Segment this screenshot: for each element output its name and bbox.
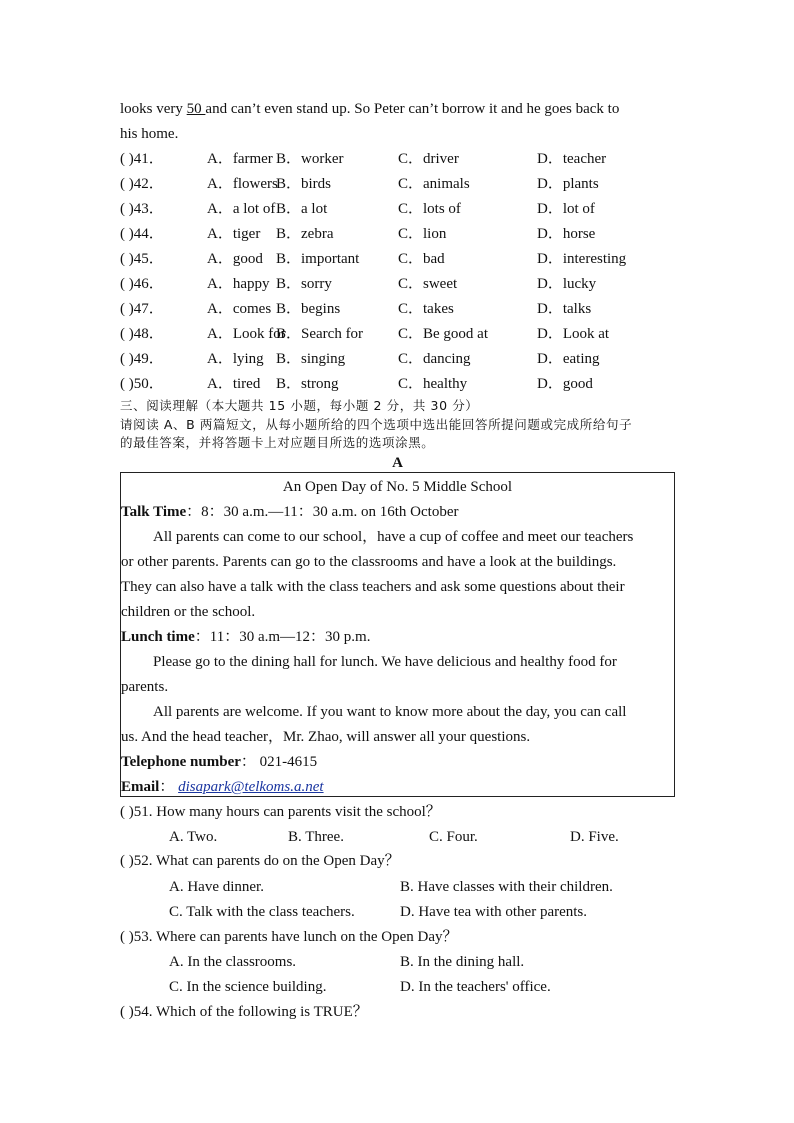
lunch-time-line bbox=[121, 627, 674, 647]
telephone-value: ： 021-4615 bbox=[240, 754, 318, 770]
option-d: D．talks bbox=[537, 301, 592, 317]
talk-time-value: ：8：30 a.m.—11：30 a.m. on 16th October bbox=[186, 504, 459, 520]
option-c: C．bad bbox=[398, 251, 445, 267]
option-d: D．horse bbox=[537, 226, 596, 242]
option-a: A．tiger bbox=[207, 226, 261, 242]
talk-time-label: Talk Time bbox=[121, 504, 187, 520]
q52-option-c: C. Talk with the class teachers. bbox=[169, 904, 355, 920]
option-b: B．begins bbox=[276, 301, 341, 317]
question-51-stem: ( )51. How many hours can parents visit the school？ bbox=[120, 804, 441, 820]
question-number: ( )46． bbox=[120, 276, 164, 292]
q52-option-a: A. Have dinner. bbox=[169, 879, 264, 895]
question-number: ( )49． bbox=[120, 351, 164, 367]
question-number: ( )43． bbox=[120, 201, 164, 217]
q52-option-d: D. Have tea with other parents. bbox=[400, 904, 588, 920]
notice-p1-line-4: children or the school. bbox=[121, 604, 256, 620]
email-label: Email bbox=[121, 779, 160, 795]
passage-line-1 bbox=[120, 99, 619, 119]
lunch-time-value: ：11：30 a.m—12：30 p.m. bbox=[194, 629, 371, 645]
notice-p3-line-2: us. And the head teacher，Mr. Zhao, will answer all your questions. bbox=[121, 729, 531, 745]
option-c: C．dancing bbox=[398, 351, 471, 367]
email-link[interactable]: disapark@telkoms.a.net bbox=[178, 779, 324, 795]
q53-option-d: D. In the teachers' office. bbox=[400, 979, 551, 995]
q53-option-b: B. In the dining hall. bbox=[400, 954, 525, 970]
option-a: A．flowers bbox=[207, 176, 278, 192]
question-number: ( )48． bbox=[120, 326, 164, 342]
section-instruction-2: 的最佳答案，并将答题卡上对应题目所选的选项涂黑。 bbox=[120, 435, 435, 450]
question-number: ( )44． bbox=[120, 226, 164, 242]
option-a: A．comes bbox=[207, 301, 272, 317]
option-a: A．Look for bbox=[207, 326, 286, 342]
option-c: C．lion bbox=[398, 226, 447, 242]
notice-box bbox=[120, 472, 675, 797]
option-b: B．Search for bbox=[276, 326, 364, 342]
section-heading: 三、阅读理解（本大题共 15 小题，每小题 2 分，共 30 分） bbox=[120, 398, 479, 413]
option-a: A．good bbox=[207, 251, 263, 267]
option-c: C．animals bbox=[398, 176, 470, 192]
option-d: D．plants bbox=[537, 176, 599, 192]
question-number: ( )45． bbox=[120, 251, 164, 267]
q51-option-c: C. Four. bbox=[429, 829, 478, 845]
option-b: B．birds bbox=[276, 176, 332, 192]
notice-p1-line-3: They can also have a talk with the class teachers and ask some questions about their bbox=[121, 579, 625, 595]
notice-p2-line-1: Please go to the dining hall for lunch. We have delicious and healthy food for bbox=[153, 654, 617, 670]
q51-option-a: A. Two. bbox=[169, 829, 218, 845]
option-c: C．lots of bbox=[398, 201, 461, 217]
email-separator: ： bbox=[159, 779, 179, 795]
email-line bbox=[121, 777, 674, 797]
q51-option-b: B. Three. bbox=[288, 829, 344, 845]
notice-p1-line-1: All parents can come to our school，have a cup of coffee and meet our teachers bbox=[153, 529, 634, 545]
option-c: C．sweet bbox=[398, 276, 458, 292]
telephone-label: Telephone number bbox=[121, 754, 241, 770]
option-b: B．important bbox=[276, 251, 360, 267]
option-c: C．Be good at bbox=[398, 326, 488, 342]
option-a: A．lying bbox=[207, 351, 264, 367]
option-d: D．good bbox=[537, 376, 593, 392]
q51-option-d: D. Five. bbox=[570, 829, 619, 845]
option-d: D．interesting bbox=[537, 251, 627, 267]
notice-p2-line-2: parents. bbox=[121, 679, 169, 695]
q52-option-b: B. Have classes with their children. bbox=[400, 879, 613, 895]
notice-title: An Open Day of No. 5 Middle School bbox=[282, 479, 513, 495]
question-number: ( )50． bbox=[120, 376, 164, 392]
question-53-stem: ( )53. Where can parents have lunch on the Open Day？ bbox=[120, 929, 458, 945]
question-52-stem: ( )52. What can parents do on the Open Day？ bbox=[120, 853, 400, 869]
option-a: A．happy bbox=[207, 276, 270, 292]
option-b: B．a lot bbox=[276, 201, 328, 217]
notice-p3-line-1: All parents are welcome. If you want to know more about the day, you can call bbox=[153, 704, 627, 720]
option-c: C．driver bbox=[398, 151, 459, 167]
option-a: A．tired bbox=[207, 376, 261, 392]
option-c: C．healthy bbox=[398, 376, 468, 392]
option-b: B．sorry bbox=[276, 276, 332, 292]
option-b: B．zebra bbox=[276, 226, 334, 242]
passage-text: looks very bbox=[120, 101, 187, 117]
option-c: C．takes bbox=[398, 301, 454, 317]
option-d: D．teacher bbox=[537, 151, 607, 167]
question-54-stem: ( )54. Which of the following is TRUE？ bbox=[120, 1004, 368, 1020]
question-number: ( )41． bbox=[120, 151, 164, 167]
telephone-line bbox=[121, 752, 674, 772]
option-a: A．a lot of bbox=[207, 201, 276, 217]
blank-50: 50 bbox=[186, 101, 206, 117]
talk-time-line bbox=[121, 502, 674, 522]
option-a: A．farmer bbox=[207, 151, 273, 167]
passage-line-2: his home. bbox=[120, 126, 179, 142]
question-number: ( )42． bbox=[120, 176, 164, 192]
option-b: B．worker bbox=[276, 151, 344, 167]
option-d: D．Look at bbox=[537, 326, 610, 342]
passage-label: A bbox=[392, 455, 403, 471]
passage-text: and can’t even stand up. So Peter can’t borrow it and he goes back to bbox=[205, 101, 620, 117]
lunch-time-label: Lunch time bbox=[121, 629, 195, 645]
question-number: ( )47． bbox=[120, 301, 164, 317]
option-b: B．strong bbox=[276, 376, 339, 392]
option-b: B．singing bbox=[276, 351, 346, 367]
q53-option-c: C. In the science building. bbox=[169, 979, 327, 995]
option-d: D．lot of bbox=[537, 201, 595, 217]
notice-p1-line-2: or other parents. Parents can go to the classrooms and have a look at the buildings. bbox=[121, 554, 617, 570]
option-d: D．lucky bbox=[537, 276, 597, 292]
section-instruction-1: 请阅读 A、B 两篇短文，从每小题所给的四个选项中选出能回答所提问题或完成所给句子 bbox=[120, 417, 633, 432]
q53-option-a: A. In the classrooms. bbox=[169, 954, 297, 970]
option-d: D．eating bbox=[537, 351, 600, 367]
